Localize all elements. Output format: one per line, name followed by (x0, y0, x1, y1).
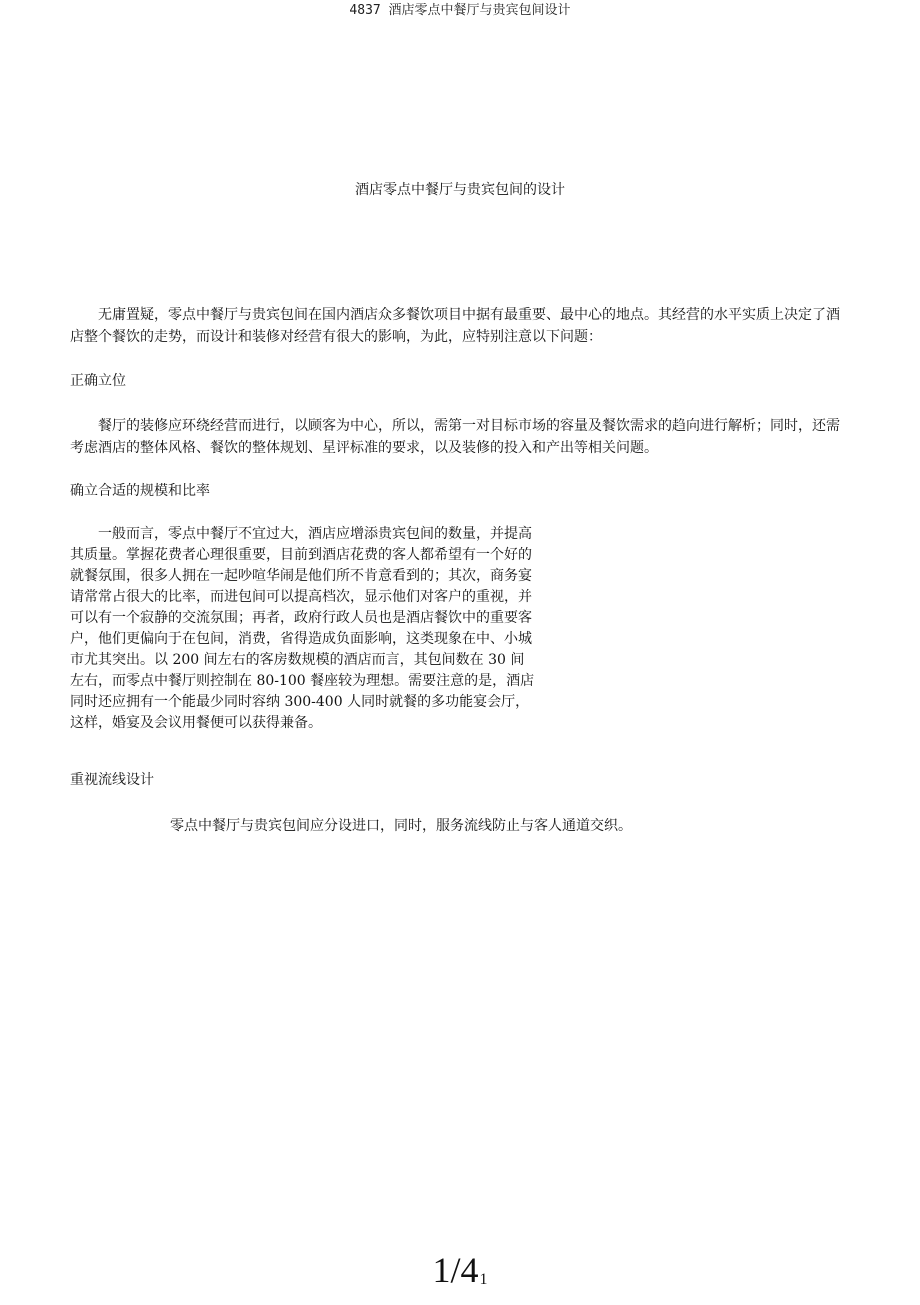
page-number (0, 1245, 920, 1305)
section-body-positioning: 餐厅的装修应环绕经营而进行，以顾客为中心，所以，需第一对目标市场的容量及餐饮需求的趋向进行解析；同时，还需考虑酒店的整体风格、餐饮的整体规划、星评标准的要求，以及装修的投入和产出等相关问题。 (70, 418, 840, 456)
intro-paragraph: 无庸置疑，零点中餐厅与贵宾包间在国内酒店众多餐饮项目中据有最重要、最中心的地点。其经营的水平实质上决定了酒店整个餐饮的走势，而设计和装修对经营有很大的影响，为此，应特别注意以下问题： (70, 307, 840, 345)
section-body-flow: 零点中餐厅与贵宾包间应分设进口，同时，服务流线防止与客人通道交织。 (170, 818, 632, 834)
section-heading-positioning: 正确立位 (70, 373, 126, 389)
section-heading-scale: 确立合适的规模和比率 (70, 483, 210, 499)
page-number-main: 1/4 (432, 1250, 479, 1290)
section-body-scale: 一般而言，零点中餐厅不宜过大，酒店应增添贵宾包间的数量，并提高其质量。掌握花费者心理很重要，目前到酒店花费的客人都希望有一个好的就餐氛围，很多人拥在一起吵喧华闹是他们所不肯意看到的；其次，商务宴请常常占很大的比率，而进包间可以提高档次，显示他们对客户的重视，并可以有一个寂静的交流氛围；再者，政府行政人员也是酒店餐饮中的重要客户，他们更偏向于在包间，消费，省得造成负面影响，这类现象在中、小城市尤其突出。以 200 间左右的客房数规模的酒店而言，其包间数在 30 间左右，而零点中餐厅则控制在 80-100 餐座较为理想。需要注意的是，酒店同时还应拥有一个能最少同时容纳 300-400 人同时就餐的多功能宴会厅，这样，婚宴及会议用餐便可以获得兼备。 (70, 526, 535, 731)
section-heading-flow: 重视流线设计 (70, 772, 154, 788)
document-title: 酒店零点中餐厅与贵宾包间的设计 (355, 182, 565, 198)
page-number-sub: 1 (479, 1271, 488, 1288)
running-header: 4837 酒店零点中餐厅与贵宾包间设计 (349, 3, 571, 18)
